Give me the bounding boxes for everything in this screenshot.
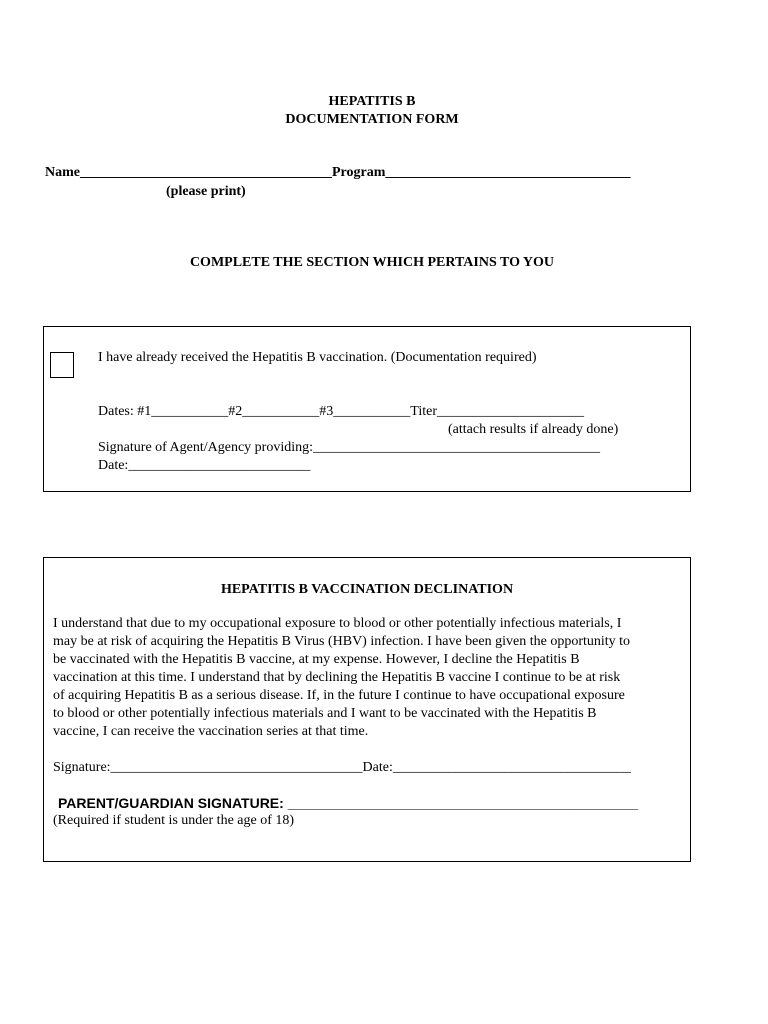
parent-signature-line[interactable]: _____________________________________________ [287,795,639,811]
parent-signature-field[interactable] [58,795,638,811]
program-label: Program [332,165,386,180]
declination-line: of acquiring Hepatitis B as a serious disease. If, in the future I continue to have occupational exposure [53,688,625,703]
attach-results-note: (attach results if already done) [448,422,619,437]
declination-line: I understand that due to my occupational exposure to blood or other potentially infectious materials, I [53,616,622,631]
parent-required-note: (Required if student is under the age of 18) [53,813,295,828]
declination-line: vaccine, I can receive the vaccination series at that time. [53,724,369,739]
agency-signature-line[interactable]: Signature of Agent/Agency providing:_________________________________________ [98,440,601,455]
name-label: Name [45,165,80,180]
program-line[interactable]: ___________________________________ [385,165,631,180]
declination-title: HEPATITIS B VACCINATION DECLINATION [220,582,514,597]
received-statement: I have already received the Hepatitis B vaccination. (Documentation required) [98,350,537,365]
form-title-line2: DOCUMENTATION FORM [285,112,459,127]
declination-signature-date-line[interactable]: Signature:____________________________________Date:__________________________________ [53,760,631,775]
agency-date-line[interactable]: Date:__________________________ [98,458,311,473]
form-title-line1: HEPATITIS B [328,94,416,109]
dates-titer-line[interactable]: Dates: #1___________#2___________#3___________Titer_____________________ [98,404,584,419]
declination-line: vaccination at this time. I understand that by declining the Hepatitis B vaccine I continue to be at risk [53,670,621,685]
name-line[interactable]: ____________________________________ [80,165,332,180]
please-print-note: (please print) [166,184,246,199]
declination-paragraph [53,615,685,741]
declination-line: be vaccinated with the Hepatitis B vaccine, at my expense. However, I decline the Hepatitis B [53,652,580,667]
section-instruction: COMPLETE THE SECTION WHICH PERTAINS TO YOU [189,255,555,270]
declination-line: may be at risk of acquiring the Hepatitis B Virus (HBV) infection. I have been given the opportunity to [53,634,631,649]
declination-line: to blood or other potentially infectious materials and I want to be vaccinated with the Hepatitis B [53,706,597,721]
name-field[interactable] [45,165,630,181]
parent-signature-label: PARENT/GUARDIAN SIGNATURE: [58,795,284,811]
received-vaccination-checkbox[interactable] [50,352,74,378]
